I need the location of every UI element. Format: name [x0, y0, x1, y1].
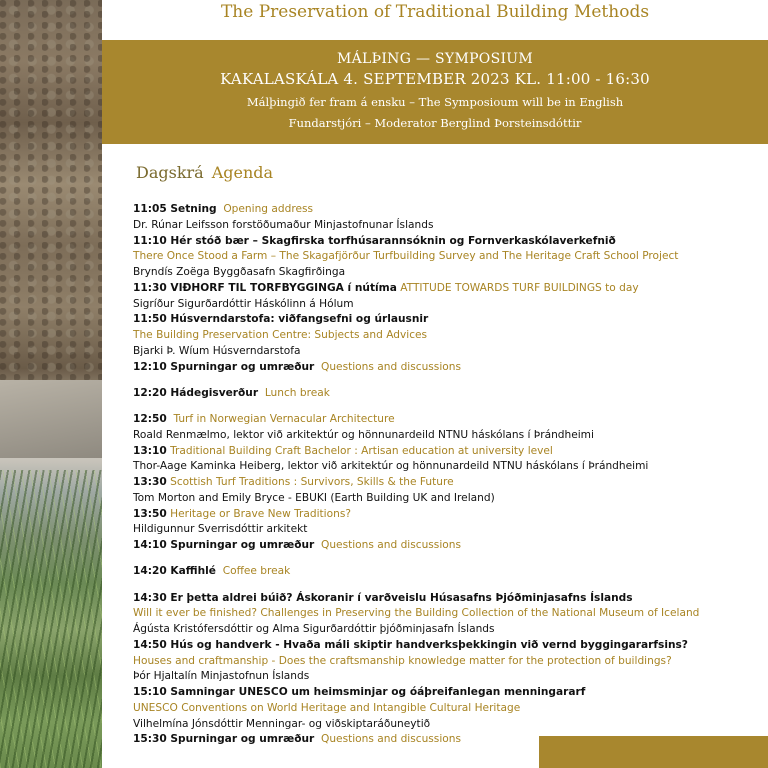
agenda-item-title: 11:10 Hér stóð bær – Skagfirska torfhúsarannsóknin og Fornverkaskólaverkefnið [133, 234, 616, 247]
agenda-speaker: Vilhelmína Jónsdóttir Menningar- og viðskiptaráðuneytið [133, 717, 431, 730]
agenda-item-title-en: Coffee break [222, 565, 291, 578]
event-type: MÁLÞING — SYMPOSIUM [336, 51, 534, 67]
agenda-item-title-en: Houses and craftmanship - Does the craftsmanship knowledge matter for the protection of buildings? [133, 654, 672, 667]
agenda-item-title: 15:30 Spurningar og umræður [133, 733, 315, 746]
agenda-item-title-en: Questions and discussions [321, 733, 461, 746]
agenda-item [133, 538, 763, 554]
agenda-item-title-en: Questions and discussions [321, 360, 461, 373]
agenda-item-title: 11:05 Setning [133, 203, 217, 215]
agenda-item [133, 202, 763, 218]
agenda-heading-is: Dagskrá [136, 163, 204, 182]
agenda-item-title: 14:20 Kaffihlé [133, 565, 216, 578]
agenda-item-title-en: There Once Stood a Farm – The Skagafjörður Turfbuilding Survey and The Heritage Craft School Project [133, 250, 679, 263]
agenda-list [133, 202, 763, 748]
agenda-item [133, 281, 763, 297]
agenda-item-title-en: Questions and discussions [321, 539, 461, 551]
agenda-item-title-en: The Building Preservation Centre: Subjects and Advices [133, 329, 428, 341]
agenda-item-time: 13:10 [133, 444, 167, 457]
agenda-item-title-en: Scottish Turf Traditions : Survivors, Skills & the Future [170, 476, 454, 488]
agenda-item [133, 475, 763, 491]
agenda-speaker: Thor-Aage Kaminka Heiberg, lektor við arkitektúr og hönnunardeild NTNU háskólans í Þrándheimi [133, 460, 649, 473]
agenda-speaker: Roald Renmælmo, lektor við arkitektúr og hönnunardeild NTNU háskólans í Þrándheimi [133, 428, 594, 441]
event-date-location: KAKALASKÁLA 4. SEPTEMBER 2023 KL. 11:00 - 16:30 [220, 70, 650, 88]
agenda-item [133, 444, 763, 460]
agenda-item [133, 507, 763, 523]
language-note: Málþingið fer fram á ensku – The Symposioum will be in English [246, 95, 624, 109]
agenda-speaker: Sigríður Sigurðardóttir Háskólinn á Hólum [133, 297, 354, 310]
agenda-item-title-en: Traditional Building Craft Bachelor : Artisan education at university level [170, 444, 553, 457]
agenda-item-title-en: UNESCO Conventions on World Heritage and Intangible Cultural Heritage [133, 701, 521, 714]
agenda-item [133, 412, 763, 428]
agenda-heading-en: Agenda [211, 163, 274, 182]
agenda-item-title: 14:30 Er þetta aldrei búið? Áskoranir í varðveislu Húsasafns Þjóðminjasafns Íslands [133, 591, 633, 604]
turf-wall-texture [0, 0, 102, 380]
agenda-heading [136, 163, 273, 182]
agenda-speaker: Þór Hjaltalín Minjastofnun Íslands [133, 670, 310, 683]
agenda-item-title-en: Will it ever be finished? Challenges in Preserving the Building Collection of the National Museum of Iceland [133, 607, 700, 620]
agenda-speaker: Hildigunnur Sverrisdóttir arkitekt [133, 523, 308, 536]
agenda-speaker: Dr. Rúnar Leifsson forstöðumaður Minjastofnunar Íslands [133, 218, 434, 231]
agenda-item-title: 15:10 Samningar UNESCO um heimsminjar og óáþreifanlegan menningararf [133, 686, 586, 698]
page-title: The Preservation of Traditional Building Methods [220, 2, 650, 22]
agenda-item-title: 12:10 Spurningar og umræður [133, 360, 315, 373]
agenda-item-title: 14:10 Spurningar og umræður [133, 539, 315, 551]
agenda-break [133, 386, 763, 402]
agenda-item-time: 12:50 [133, 413, 167, 425]
agenda-speaker: Bryndís Zoëga Byggðasafn Skagfirðinga [133, 266, 346, 278]
event-info-band [102, 40, 768, 144]
agenda-item-title: 14:50 Hús og handverk - Hvaða máli skiptir handverksþekkingin við vernd byggingararfsins? [133, 638, 688, 651]
agenda-item-title-en: Lunch break [264, 386, 330, 399]
agenda-speaker: Ágústa Kristófersdóttir og Alma Sigurðardóttir þjóðminjasafn Íslands [133, 623, 495, 635]
agenda-break [133, 564, 763, 580]
moderator-note: Fundarstjóri – Moderator Berglind Þorsteinsdóttir [288, 116, 582, 130]
agenda-item-title: 12:20 Hádegisverður [133, 386, 259, 399]
grass-image [0, 470, 102, 768]
agenda-item [133, 360, 763, 376]
agenda-item-title: 11:50 Húsverndarstofa: viðfangsefni og úrlausnir [133, 313, 429, 326]
turf-house-photo [0, 0, 102, 768]
agenda-item-time: 13:30 [133, 476, 167, 488]
agenda-item-time: 13:50 [133, 507, 167, 520]
roof-image [0, 380, 102, 458]
agenda-item-title-en: Opening address [223, 203, 314, 215]
agenda-speaker: Bjarki Þ. Wíum Húsverndarstofa [133, 344, 301, 357]
agenda-item-title-en: Turf in Norwegian Vernacular Architecture [173, 413, 395, 425]
agenda-speaker: Tom Morton and Emily Bryce - EBUKI (Earth Building UK and Ireland) [133, 491, 495, 504]
agenda-item-title: 11:30 VIÐHORF TIL TORFBYGGINGA í nútíma [133, 281, 397, 294]
agenda-item-title-en: ATTITUDE TOWARDS TURF BUILDINGS to day [400, 281, 639, 294]
agenda-item-title-en: Heritage or Brave New Traditions? [170, 507, 351, 520]
footer-band [539, 736, 768, 768]
